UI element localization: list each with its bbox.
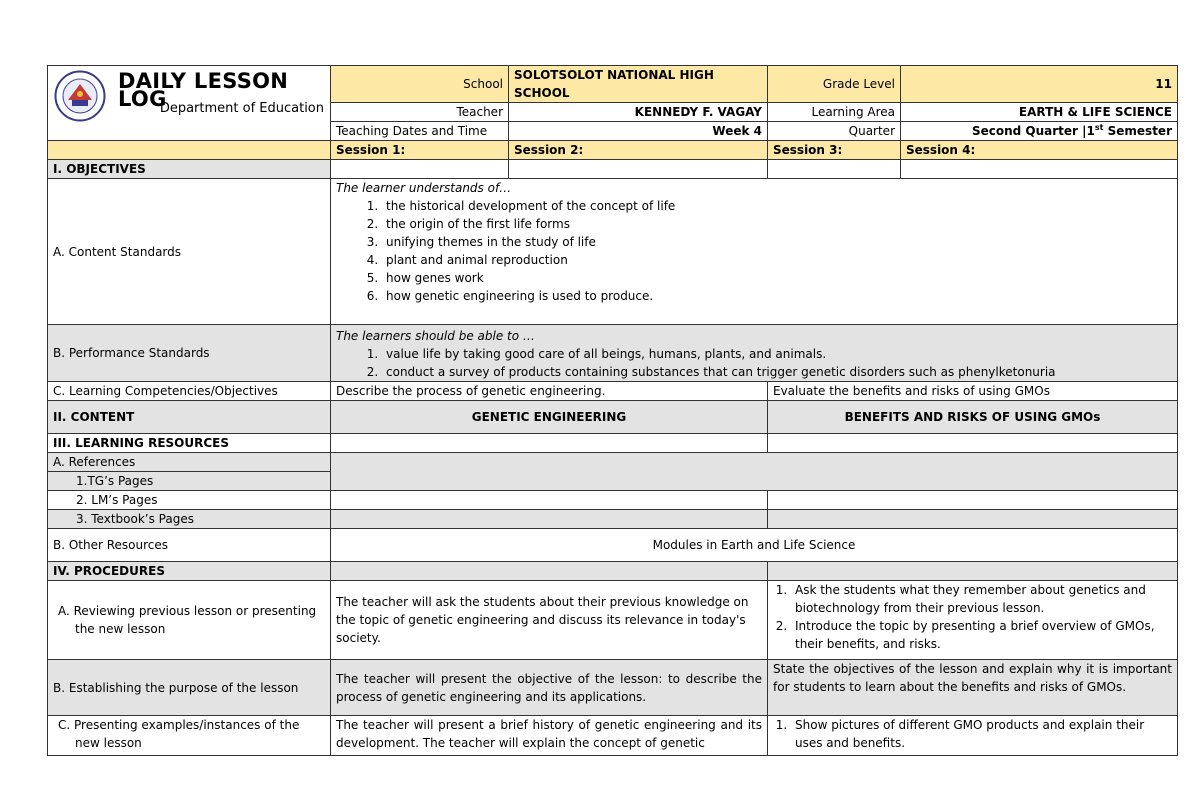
empty-cell <box>331 491 768 510</box>
list-item: 2. conduct a survey of products containing substances that can trigger genetic disorders such as phenylketonuria <box>382 363 1172 381</box>
content-standards-label: A. Content Standards <box>48 179 331 325</box>
content-standards-cell <box>331 179 1178 325</box>
teacher-value: KENNEDY F. VAGAY <box>509 103 768 122</box>
procedure-a-list <box>773 581 1172 653</box>
school-value: SOLOTSOLOT NATIONAL HIGH SCHOOL <box>509 66 768 103</box>
empty-cell <box>768 510 1178 529</box>
list-item: 2. the origin of the first life forms <box>382 215 1172 233</box>
performance-standards-list <box>336 345 1172 381</box>
list-item: 1. the historical development of the concept of life <box>382 197 1172 215</box>
other-resources-value: Modules in Earth and Life Science <box>331 529 1178 562</box>
list-item: 1. Show pictures of different GMO products and explain their uses and benefits. <box>791 716 1172 752</box>
grade-level-value: 11 <box>901 66 1178 103</box>
references-cell <box>331 453 1178 491</box>
procedure-a-session-3-4 <box>768 581 1178 660</box>
procedure-b-label: B. Establishing the purpose of the lesson <box>48 660 331 716</box>
performance-standards-cell <box>331 325 1178 382</box>
deped-seal-icon <box>54 70 106 122</box>
lm-pages-label: 2. LM’s Pages <box>48 491 331 510</box>
list-item: 4. plant and animal reproduction <box>382 251 1172 269</box>
empty-cell <box>768 491 1178 510</box>
list-item: 3. unifying themes in the study of life <box>382 233 1172 251</box>
daily-lesson-log-table <box>47 65 1178 756</box>
procedures-heading: IV. PROCEDURES <box>48 562 331 581</box>
list-item: 2. Introduce the topic by presenting a brief overview of GMOs, their benefits, and risks. <box>791 617 1172 653</box>
content-topic-1: GENETIC ENGINEERING <box>331 401 768 434</box>
procedure-b-session-3-4: State the objectives of the lesson and explain why it is important for students to learn about the benefits and risks of GMOs. <box>768 660 1178 716</box>
empty-cell <box>768 562 1178 581</box>
teaching-dates-label: Teaching Dates and Time <box>331 122 509 141</box>
content-standards-intro: The learner understands of… <box>336 181 512 195</box>
empty-cell <box>331 562 768 581</box>
empty-cell <box>768 160 901 179</box>
header-logo-cell <box>48 66 331 141</box>
grade-level-label: Grade Level <box>768 66 901 103</box>
department-name: Department of Education <box>159 101 324 116</box>
session-1-label: Session 1: <box>331 141 509 160</box>
learning-competencies-label: C. Learning Competencies/Objectives <box>48 382 331 401</box>
list-item: 6. how genetic engineering is used to produce. <box>382 287 1172 305</box>
competency-session-1-2: Describe the process of genetic engineering. <box>331 382 768 401</box>
tg-pages-label: 1.TG’s Pages <box>48 472 331 491</box>
quarter-label: Quarter <box>768 122 901 141</box>
content-standards-list <box>336 197 1172 305</box>
other-resources-label: B. Other Resources <box>48 529 331 562</box>
empty-cell <box>331 510 768 529</box>
procedure-c-session-1-2: The teacher will present a brief history of genetic engineering and its development. The teacher will explain the concept of genetic <box>331 716 768 756</box>
procedure-a-label: A. Reviewing previous lesson or presenting the new lesson <box>48 581 331 660</box>
performance-standards-label: B. Performance Standards <box>48 325 331 382</box>
procedure-c-list <box>773 716 1172 752</box>
references-label: A. References <box>48 453 331 472</box>
empty-cell <box>768 434 1178 453</box>
procedure-c-label: C. Presenting examples/instances of the new lesson <box>48 716 331 756</box>
list-item: 5. how genes work <box>382 269 1172 287</box>
competency-session-3-4: Evaluate the benefits and risks of using GMOs <box>768 382 1178 401</box>
objectives-heading: I. OBJECTIVES <box>48 160 331 179</box>
content-heading: II. CONTENT <box>48 401 331 434</box>
learning-resources-heading: III. LEARNING RESOURCES <box>48 434 331 453</box>
page-title: DAILY LESSON LOG <box>118 69 289 111</box>
textbook-pages-label: 3. Textbook’s Pages <box>48 510 331 529</box>
list-item: 1. value life by taking good care of all beings, humans, plants, and animals. <box>382 345 1172 363</box>
empty-cell <box>901 160 1178 179</box>
learning-area-label: Learning Area <box>768 103 901 122</box>
session-3-label: Session 3: <box>768 141 901 160</box>
procedure-b-session-1-2: The teacher will present the objective of the lesson: to describe the process of genetic engineering and its applications. <box>331 660 768 716</box>
content-topic-2: BENEFITS AND RISKS OF USING GMOs <box>768 401 1178 434</box>
session-2-label: Session 2: <box>509 141 768 160</box>
learning-area-value: EARTH & LIFE SCIENCE <box>901 103 1178 122</box>
list-item: 1. Ask the students what they remember about genetics and biotechnology from their previous lesson. <box>791 581 1172 617</box>
session-blank-cell <box>48 141 331 160</box>
empty-cell <box>331 160 509 179</box>
performance-standards-intro: The learners should be able to … <box>336 329 535 343</box>
school-label: School <box>331 66 509 103</box>
empty-cell <box>509 160 768 179</box>
teaching-dates-value: Week 4 <box>509 122 768 141</box>
quarter-value: Second Quarter |1st Semester <box>901 122 1178 141</box>
empty-cell <box>331 434 768 453</box>
procedure-a-session-1-2: The teacher will ask the students about their previous knowledge on the topic of genetic engineering and discuss its relevance in today's society. <box>331 581 768 660</box>
teacher-label: Teacher <box>331 103 509 122</box>
session-4-label: Session 4: <box>901 141 1178 160</box>
procedure-c-session-3-4 <box>768 716 1178 756</box>
